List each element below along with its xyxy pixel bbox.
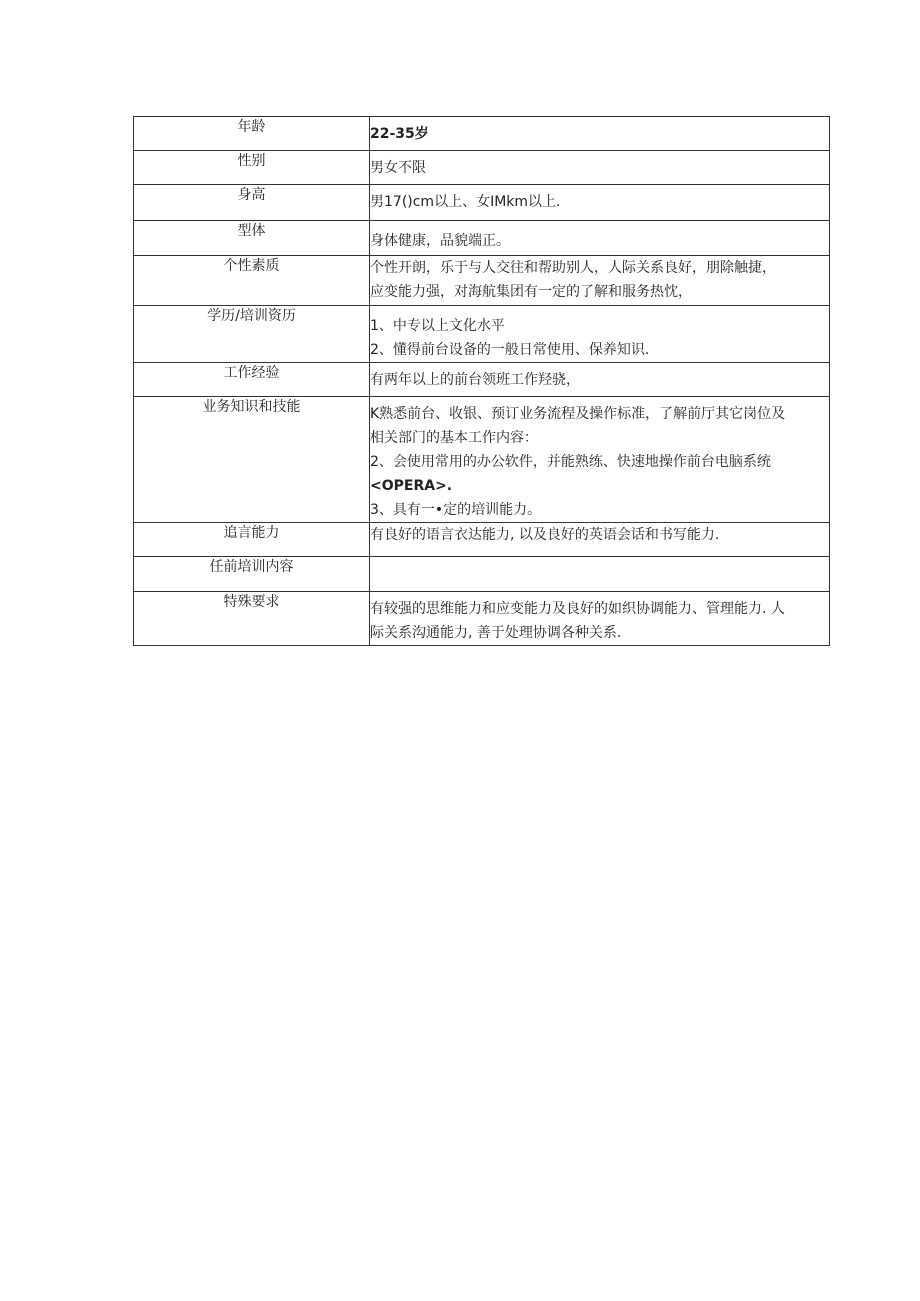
row-value-skills: K熟悉前台、收银、预订业务流程及操作标准，了解前厅其它岗位及 相关部门的基本工作内容： 2、会使用常用的办公软件，并能熟练、快速地操作前台电脑系统 <OPERA>. 3、具有一•定的培训能力。 [370, 397, 830, 523]
table-row [134, 117, 830, 151]
row-label-experience: 工作经验 [134, 363, 370, 397]
row-label-age: 年龄 [134, 117, 370, 151]
row-value-language: 有良好的语言衣达能力, 以及良好的英语会话和书写能力. [370, 523, 830, 557]
table-row [134, 592, 830, 646]
row-value-special: 有较强的思维能力和应变能力及良好的如织协调能力、管理能力. 人 际关系沟通能力, 善于处理协调各种关系. [370, 592, 830, 646]
table-row [134, 306, 830, 363]
row-label-training: 任前培训内容 [134, 557, 370, 592]
row-label-build: 型体 [134, 221, 370, 256]
row-label-gender: 性别 [134, 151, 370, 185]
row-label-height: 身高 [134, 185, 370, 221]
row-label-skills: 业务知识和技能 [134, 397, 370, 523]
table-row [134, 151, 830, 185]
row-label-special: 特殊要求 [134, 592, 370, 646]
row-value-personality: 个性开朗，乐于与人交往和帮助别人，人际关系良好，朋除触捷， 应变能力强，对海航集团有一定的了解和服务热忱， [370, 256, 830, 306]
row-value-education: 1、中专以上文化水平 2、懂得前台设备的一般日常使用、保养知识. [370, 306, 830, 363]
row-value-age: 22-35岁 [370, 117, 830, 151]
row-value-experience: 有两年以上的前台领班工作羟骁， [370, 363, 830, 397]
row-label-personality: 个性素质 [134, 256, 370, 306]
row-value-gender: 男女不限 [370, 151, 830, 185]
table-row [134, 221, 830, 256]
row-value-height: 男17()cm以上、女IMkm以上. [370, 185, 830, 221]
row-label-language: 追言能力 [134, 523, 370, 557]
row-value-build: 身体健康，品貌端正。 [370, 221, 830, 256]
table-row [134, 557, 830, 592]
table-row [134, 185, 830, 221]
table-row [134, 256, 830, 306]
job-requirements-table [133, 116, 830, 646]
table-row [134, 363, 830, 397]
table-row [134, 397, 830, 523]
row-value-training [370, 557, 830, 592]
row-label-education: 学历/培训资历 [134, 306, 370, 363]
table-row [134, 523, 830, 557]
